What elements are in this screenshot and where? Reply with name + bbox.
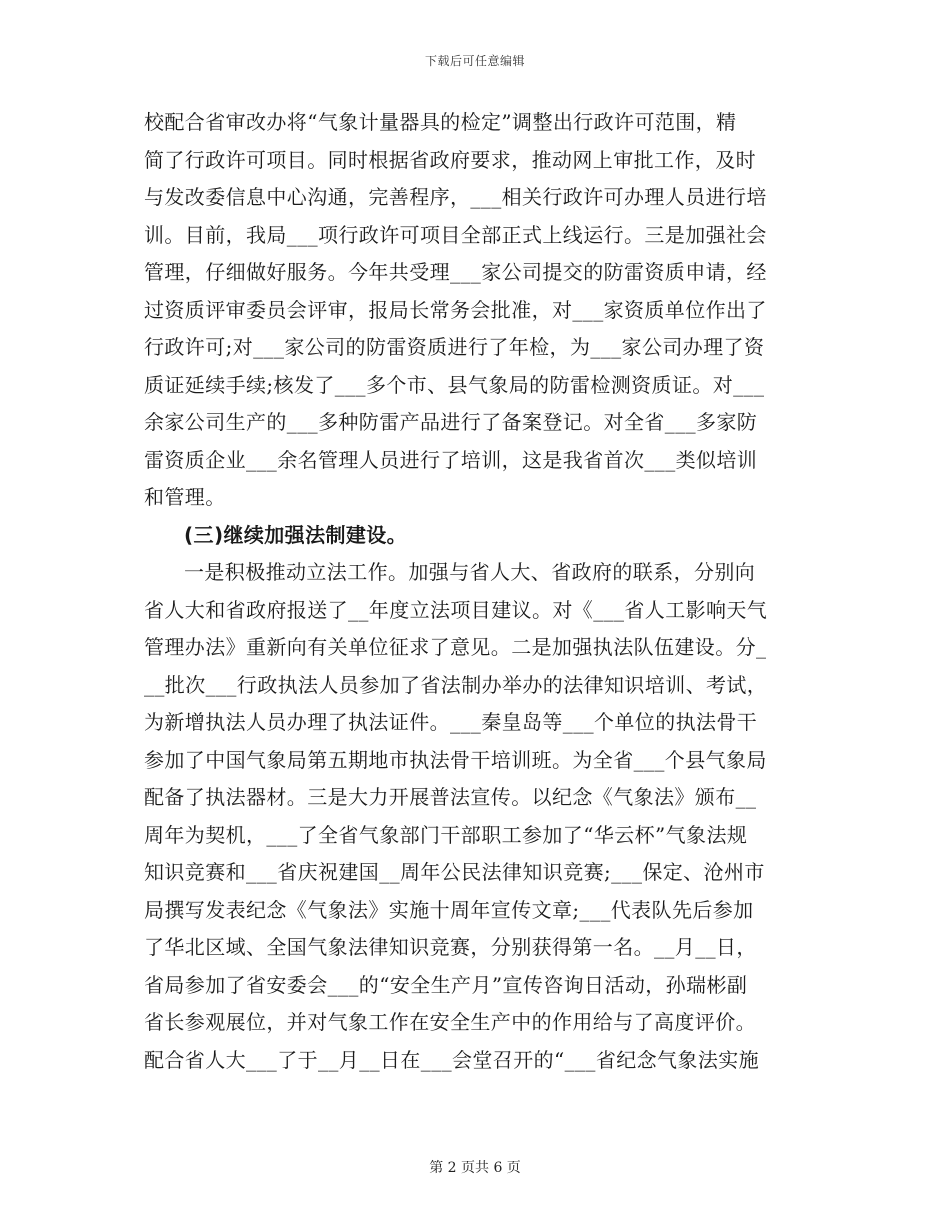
paragraph-line: 训。目前，我局___项行政许可项目全部正式上线运行。三是加强社会 [144, 222, 767, 247]
document-body [144, 104, 806, 1079]
paragraph-line: 配合省人大___了于__月__日在___会堂召开的“___省纪念气象法实施 [144, 1047, 760, 1072]
paragraph-line: 校配合省审改办将“气象计量器具的检定”调整出行政许可范围，精 [144, 110, 737, 134]
page-number: 第 2 页共 6 页 [429, 1160, 521, 1176]
section-heading: (三)继续加强法制建设。 [184, 522, 408, 547]
paragraph-line: 和管理。 [144, 485, 226, 509]
paragraph-line: 省长参观展位，并对气象工作在安全生产中的作用给与了高度评价。 [144, 1010, 756, 1034]
paragraph-line: 管理，仔细做好服务。今年共受理___家公司提交的防雷资质申请，经 [144, 260, 767, 284]
paragraph-line: 省局参加了省安委会___的“安全生产月”宣传咨询日活动，孙瑞彬副 [144, 972, 748, 997]
paragraph-line: 了华北区域、全国气象法律知识竞赛，分别获得第一名。__月__日， [144, 935, 757, 959]
paragraph-line: 雷资质企业___余名管理人员进行了培训，这是我省首次___类似培训 [144, 447, 758, 472]
paragraph-line: 省人大和省政府报送了__年度立法项目建议。对《___省人工影响天气 [144, 597, 768, 622]
paragraph-line: 配备了执法器材。三是大力开展普法宣传。以纪念《气象法》颁布__ [144, 785, 757, 809]
paragraph-line: 过资质评审委员会评审，报局长常务会批准，对___家资质单位作出了 [144, 297, 767, 322]
paragraph-line: 一是积极推动立法工作。加强与省人大、省政府的联系，分别向 [184, 560, 756, 584]
paragraph-line: 局撰写发表纪念《气象法》实施十周年宣传文章;___代表队先后参加 [144, 897, 754, 922]
paragraph-line: __批次___行政执法人员参加了省法制办举办的法律知识培训、考试， [144, 672, 768, 697]
paragraph-line: 简了行政许可项目。同时根据省政府要求，推动网上审批工作，及时 [144, 147, 756, 172]
paragraph-line: 参加了中国气象局第五期地市执法骨干培训班。为全省___个县气象局 [144, 747, 767, 772]
paragraph-line: 为新增执法人员办理了执法证件。___秦皇岛等___个单位的执法骨干 [144, 710, 758, 734]
paragraph-line: 余家公司生产的___多种防雷产品进行了备案登记。对全省___多家防 [144, 410, 758, 434]
paragraph-line: 知识竞赛和___省庆祝建国__周年公民法律知识竞赛;___保定、沧州市 [144, 860, 765, 884]
paragraph-line: 周年为契机，___了全省气象部门干部职工参加了“华云杯”气象法规 [144, 822, 748, 847]
page-header: 下载后可任意编辑 [424, 54, 525, 68]
paragraph-line: 管理办法》重新向有关单位征求了意见。二是加强执法队伍建设。分_ [144, 635, 767, 659]
paragraph-line: 行政许可;对___家公司的防雷资质进行了年检，为___家公司办理了资 [144, 335, 765, 359]
paragraph-line: 质证延续手续;核发了___多个市、县气象局的防雷检测资质证。对___ [144, 372, 765, 397]
paragraph-line: 与发改委信息中心沟通，完善程序，___相关行政许可办理人员进行培 [144, 185, 767, 209]
